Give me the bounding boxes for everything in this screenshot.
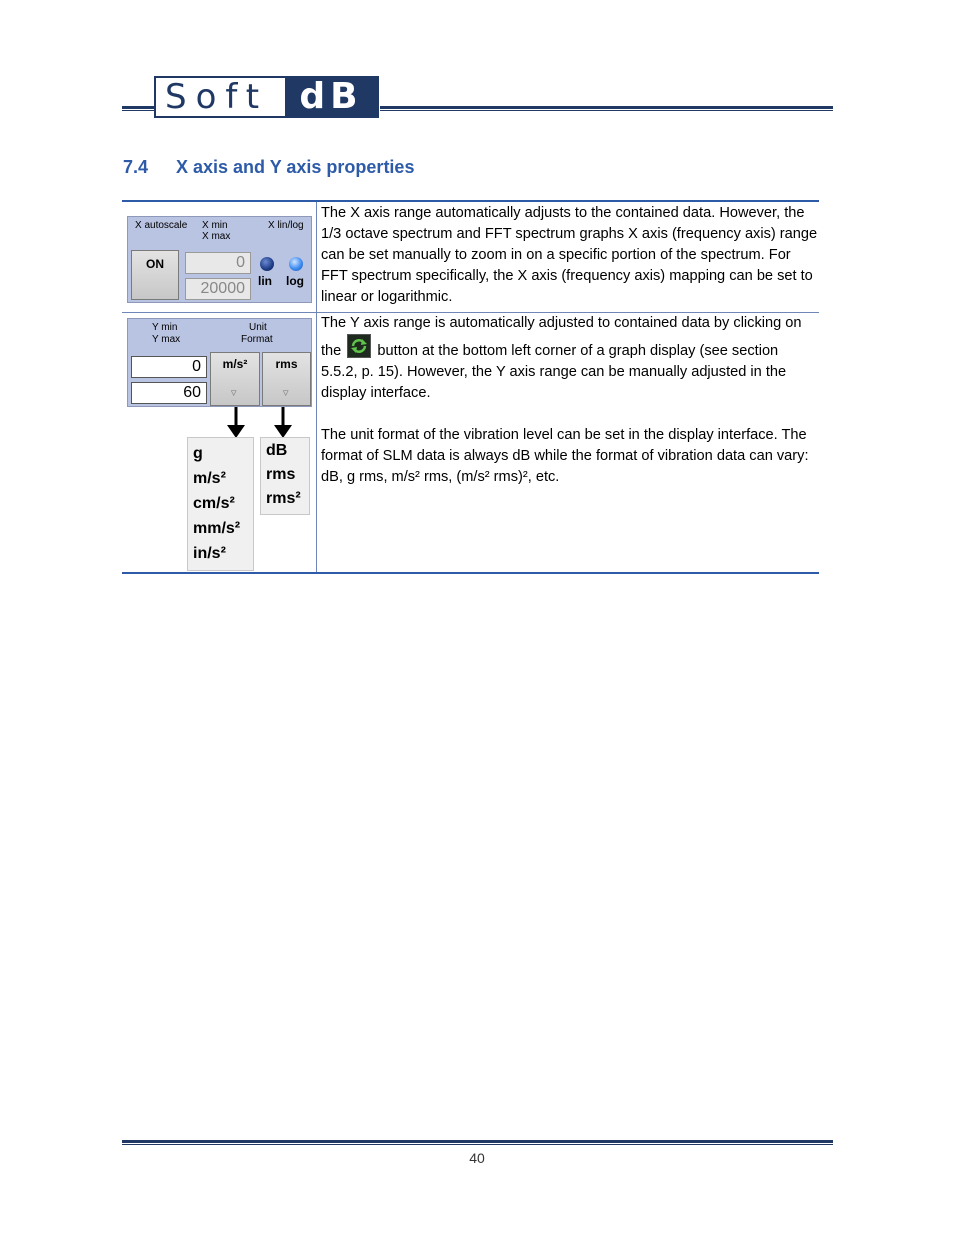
unit-option[interactable]: in/s²: [193, 545, 226, 562]
lin-led-icon[interactable]: [260, 257, 274, 271]
table-top-border: [122, 200, 819, 202]
format-dropdown-button[interactable]: [262, 352, 311, 406]
x-axis-description: [321, 203, 818, 308]
softdb-logo: [154, 76, 379, 118]
logo-soft-text: Soft: [156, 78, 285, 116]
unit-option[interactable]: g: [193, 445, 203, 462]
unit-option[interactable]: mm/s²: [193, 520, 241, 537]
unit-dropdown-label: m/s²: [222, 357, 248, 371]
unit-option[interactable]: m/s²: [193, 470, 226, 487]
format-option[interactable]: dB: [266, 442, 288, 459]
unit-label: Unit: [249, 322, 267, 333]
footer-rule: [122, 1140, 833, 1145]
format-label: Format: [241, 334, 273, 345]
x-min-field[interactable]: 0: [185, 252, 251, 274]
y-min-field[interactable]: 0: [131, 356, 207, 378]
format-options-list: [260, 437, 310, 515]
log-led-icon[interactable]: [289, 257, 303, 271]
y-max-field[interactable]: 60: [131, 382, 207, 404]
format-arrow-icon: [272, 407, 294, 439]
log-label: log: [286, 274, 304, 288]
format-dropdown-label: rms: [275, 357, 298, 371]
x-axis-description-text: The X axis range automatically adjusts to the contained data. However, the 1/3 octave spectrum and FFT spectrum graphs X axis (frequency axis) range can be set manually to zoom in on a specific portion of the spectrum. For FFT spectrum specifically, the X axis (frequency axis) mapping can be set to linear or logarithmic.: [321, 205, 818, 305]
y-desc-part2: button at the bottom left corner of a graph display (see section 5.5.2, p. 15). However, the Y axis range can be manually adjusted in the display interface.: [321, 343, 787, 401]
format-option[interactable]: rms: [266, 466, 296, 483]
y-axis-panel: [127, 318, 312, 407]
x-max-label: X max: [202, 231, 231, 242]
unit-options-list: [187, 437, 254, 571]
section-heading: [123, 157, 414, 178]
x-autoscale-label: X autoscale: [135, 220, 188, 231]
section-title: X axis and Y axis properties: [176, 157, 415, 177]
unit-dropdown-button[interactable]: [210, 352, 260, 406]
page-number: 40: [469, 1150, 485, 1166]
y-max-label: Y max: [152, 334, 181, 345]
y-min-label: Y min: [152, 322, 178, 333]
x-linlog-label: X lin/log: [268, 220, 304, 231]
header-rule-left: [122, 106, 154, 111]
x-axis-panel: [127, 216, 312, 303]
unit-arrow-icon: [225, 407, 247, 439]
y-desc-part1: The Y axis range is automatically adjusted to contained data by clicking on the: [321, 315, 802, 359]
lin-label: lin: [258, 274, 272, 288]
section-number: 7.4: [123, 157, 149, 177]
refresh-icon: [347, 334, 371, 358]
table-bottom-border: [122, 572, 819, 574]
x-min-label: X min: [202, 220, 228, 231]
y-axis-description: [321, 313, 818, 488]
y-axis-description-para1: [321, 313, 818, 404]
x-max-field[interactable]: 20000: [185, 278, 251, 300]
x-autoscale-on-button[interactable]: ON: [131, 250, 179, 300]
logo-db-text: dB: [285, 78, 377, 116]
unit-option[interactable]: cm/s²: [193, 495, 235, 512]
header-rule-right: [380, 106, 833, 111]
unit-dropdown-arrow-icon: ▽: [231, 390, 237, 397]
y-axis-description-para2: The unit format of the vibration level can be set in the display interface. The format of SLM data is always dB while the format of vibration data can vary: dB, g rms, m/s² rms, (m/s² rms)², etc.: [321, 427, 809, 485]
format-dropdown-arrow-icon: ▽: [283, 390, 289, 397]
format-option[interactable]: rms²: [266, 490, 301, 507]
table-column-divider: [316, 202, 317, 572]
